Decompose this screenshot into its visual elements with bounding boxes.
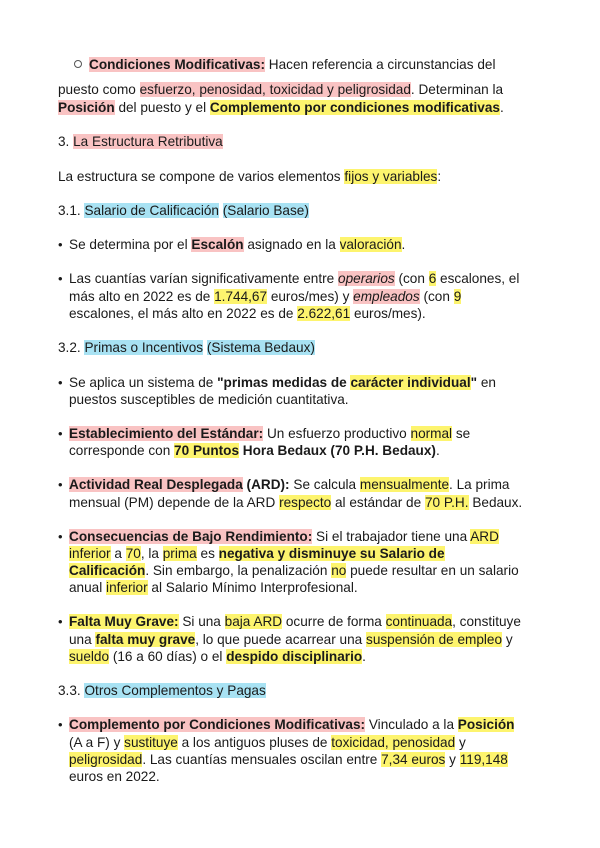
section-3-3-heading: 3.3. Otros Complementos y Pagas [58, 683, 266, 698]
bullet-complemento-line-4: euros en 2022. [69, 769, 160, 784]
bullet-complemento-line-1: Complemento por Condiciones Modificativas: Vinculado a la Posición [69, 717, 515, 732]
cond-line-1: Condiciones Modificativas: Hacen referencia a circunstancias del [89, 57, 496, 72]
bullet-ard-line-2: mensual (PM) depende de la ARD respecto al estándar de 70 P.H. Bedaux. [69, 495, 523, 510]
cond-line-2: puesto como esfuerzo, penosidad, toxicidad y peligrosidad. Determinan la [58, 82, 504, 97]
bullet-icon: • [58, 717, 63, 732]
bullet-complemento-line-3: peligrosidad. Las cuantías mensuales oscilan entre 7,34 euros y 119,148 [69, 752, 508, 767]
bullet-estandar-line-2: corresponde con 70 Puntos Hora Bedaux (70 P.H. Bedaux). [69, 443, 440, 458]
bullet-cuantias-line-3: escalones, el más alto en 2022 es de 2.622,61 euros/mes). [69, 306, 426, 321]
section-3-1-heading: 3.1. Salario de Calificación (Salario Base) [58, 203, 309, 218]
bullet-bajo-line-1: Consecuencias de Bajo Rendimiento: Si el trabajador tiene una ARD [69, 529, 499, 544]
hollow-bullet-icon [74, 60, 82, 68]
bullet-complemento-line-2: (A a F) y sustituye a los antiguos pluses de toxicidad, penosidad y [69, 735, 466, 750]
bullet-icon: • [58, 271, 63, 286]
bullet-escalon: Se determina por el Escalón asignado en la valoración. [69, 237, 406, 252]
bullet-falta-line-1: Falta Muy Grave: Si una baja ARD ocurre de forma continuada, constituye [69, 614, 521, 629]
section-3-2-heading: 3.2. Primas o Incentivos (Sistema Bedaux) [58, 340, 315, 355]
bullet-bajo-line-4: anual inferior al Salario Mínimo Interprofesional. [69, 580, 358, 595]
cond-line-3: Posición del puesto y el Complemento por condiciones modificativas. [58, 100, 504, 115]
bullet-icon: • [58, 529, 63, 544]
bullet-ard-line-1: Actividad Real Desplegada (ARD): Se calcula mensualmente. La prima [69, 477, 510, 492]
bullet-icon: • [58, 614, 63, 629]
bullet-falta-line-3: sueldo (16 a 60 días) o el despido disciplinario. [69, 649, 366, 664]
section-3-heading: 3. La Estructura Retributiva [58, 134, 223, 149]
cond-title: Condiciones Modificativas: [89, 57, 265, 72]
bullet-bajo-line-2: inferior a 70, la prima es negativa y disminuye su Salario de [69, 546, 445, 561]
bullet-estandar-line-1: Establecimiento del Estándar: Un esfuerzo productivo normal se [69, 426, 471, 441]
bullet-falta-line-2: una falta muy grave, lo que puede acarrear una suspensión de empleo y [69, 632, 513, 647]
bullet-cuantias-line-2: más alto en 2022 es de 1.744,67 euros/mes) y empleados (con 9 [69, 289, 462, 304]
bullet-primas-line-2: puestos susceptibles de medición cuantitativa. [69, 392, 349, 407]
bullet-cuantias-line-1: Las cuantías varían significativamente entre operarios (con 6 escalones, el [69, 271, 520, 286]
bullet-bajo-line-3: Calificación. Sin embargo, la penalización no puede resultar en un salario [69, 563, 519, 578]
bullet-icon: • [58, 375, 63, 390]
bullet-primas-line-1: Se aplica un sistema de "primas medidas de carácter individual" en [69, 375, 496, 390]
structure-paragraph: La estructura se compone de varios elementos fijos y variables: [58, 169, 442, 184]
bullet-icon: • [58, 237, 63, 252]
bullet-icon: • [58, 477, 63, 492]
bullet-icon: • [58, 426, 63, 441]
